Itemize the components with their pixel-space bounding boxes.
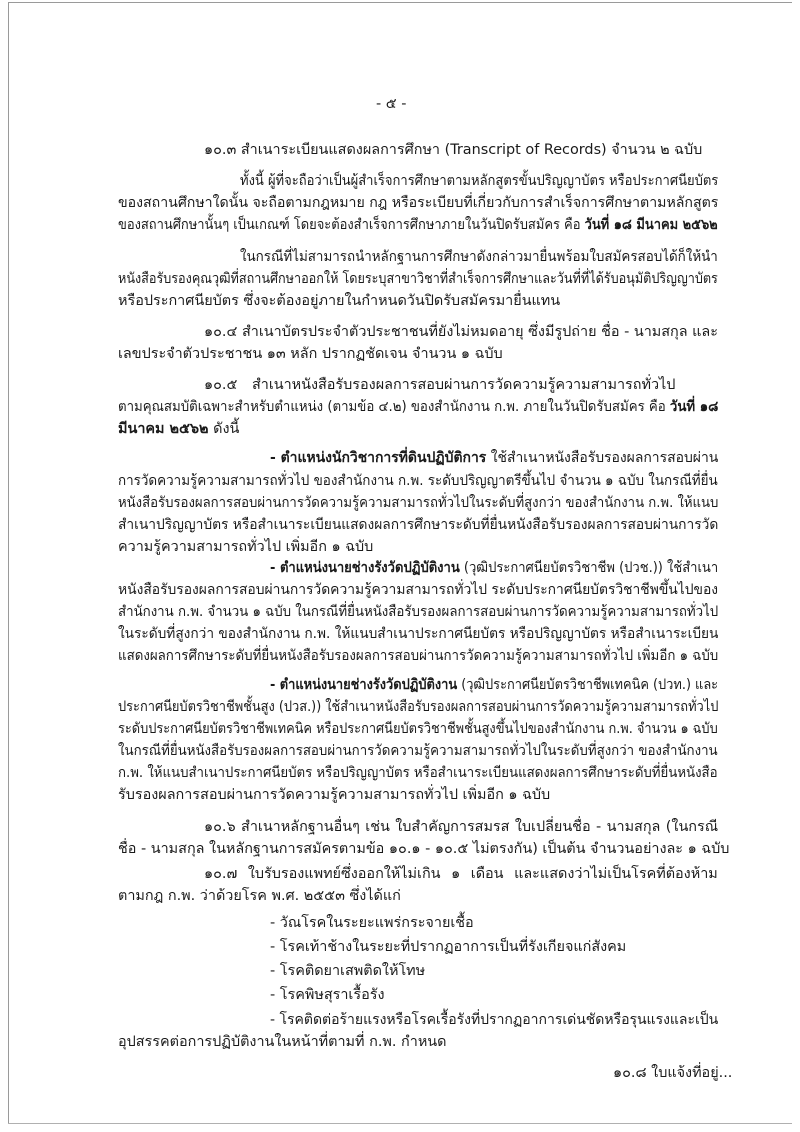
text-segment: ๑๐.๘ ใบแจ้งที่อยู่... bbox=[613, 1065, 733, 1081]
text-segment: (วุฒิประกาศนียบัตรวิชาชีพเทคนิค (ปวท.) และ bbox=[457, 677, 719, 693]
page-border-top bbox=[8, 2, 792, 3]
text-line bbox=[118, 291, 560, 311]
text-line bbox=[118, 719, 718, 739]
text-line bbox=[118, 697, 718, 717]
text-segment: ก.พ. ให้แนบสำเนาประกาศนียบัตร หรือปริญญาบัตร หรือสำเนาระเบียนแสดงผลการศึกษาระดับที่ยื่นหนังสือ bbox=[118, 765, 718, 781]
text-segment: ชื่อ - นามสกุล ในหลักฐานการสมัครตามข้อ ๑๐.๑ - ๑๐.๕ ไม่ตรงกัน) เป็นต้น จำนวนอย่างละ ๑ ฉบับ bbox=[118, 841, 730, 857]
text-segment: ๑๐.๓ สำเนาระเบียนแสดงผลการศึกษา (Transcript of Records) จำนวน ๒ ฉบับ bbox=[204, 142, 703, 158]
page-border-left bbox=[8, 2, 9, 1124]
text-line bbox=[270, 937, 626, 957]
text-line bbox=[118, 886, 401, 906]
text-line bbox=[613, 1063, 732, 1083]
text-line bbox=[118, 537, 373, 557]
text-segment: ระดับประกาศนียบัตรวิชาชีพเทคนิค หรือประกาศนียบัตรวิชาชีพชั้นสูงขึ้นไปของสำนักงาน ก.พ. จำนวน ๑ ฉบับ bbox=[118, 721, 718, 737]
text-line bbox=[118, 839, 729, 859]
text-segment: ใช้สำเนาหนังสือรับรองผลการสอบผ่าน bbox=[486, 450, 719, 466]
text-line bbox=[118, 646, 718, 666]
text-line bbox=[118, 397, 718, 417]
text-segment: การวัดความรู้ความสามารถทั่วไป ของสำนักงาน ก.พ. ระดับปริญญาตรีขึ้นไป จำนวน ๑ ฉบับ ในกรณีที่ยื่น bbox=[118, 473, 718, 489]
text-segment: แสดงผลการศึกษาระดับที่ยื่นหนังสือรับรองผลการสอบผ่านการวัดความรู้ความสามารถทั่วไป เพิ่มอีก ๑ ฉบับ bbox=[118, 648, 719, 664]
text-line bbox=[118, 493, 718, 513]
text-segment: (วุฒิประกาศนียบัตรวิชาชีพ (ปวช.)) ใช้สำเนา bbox=[459, 560, 719, 576]
text-line bbox=[204, 817, 718, 837]
text-segment: - โรคติดยาเสพติดให้โทษ bbox=[270, 963, 426, 979]
text-segment: ของสถานศึกษาใดนั้น จะถือตามกฎหมาย กฎ หรือระเบียบที่เกี่ยวกับการสำเร็จการศึกษาตามหลักสูตร bbox=[118, 195, 719, 211]
text-line bbox=[118, 419, 239, 439]
bold-text: มีนาคม ๒๕๖๒ bbox=[118, 421, 209, 437]
text-line bbox=[118, 193, 718, 213]
text-segment: - วัณโรคในระยะแพร่กระจายเชื้อ bbox=[270, 915, 474, 931]
text-line bbox=[270, 675, 718, 695]
text-line bbox=[270, 448, 718, 468]
text-line bbox=[270, 1010, 718, 1030]
bold-text: วันที่ ๑๘ bbox=[669, 399, 719, 415]
text-line bbox=[118, 344, 503, 364]
text-segment: ในกรณีที่ยื่นหนังสือรับรองผลการสอบผ่านการวัดความรู้ความสามารถทั่วไปในระดับที่สูงกว่า ของสำนักงาน bbox=[118, 743, 718, 759]
text-line bbox=[118, 580, 718, 600]
text-segment: ๑๐.๔ สำเนาบัตรประจำตัวประชาชนที่ยังไม่หมดอายุ ซึ่งมีรูปถ่าย ชื่อ - นามสกุล และ bbox=[204, 324, 718, 340]
text-segment: เลขประจำตัวประชาชน ๑๓ หลัก ปรากฏชัดเจน จำนวน ๑ ฉบับ bbox=[118, 346, 503, 362]
text-line bbox=[118, 471, 718, 491]
text-line bbox=[118, 1032, 447, 1052]
bold-text: - ตำแหน่งนักวิชาการที่ดินปฏิบัติการ bbox=[270, 450, 487, 466]
text-segment: ในกรณีที่ไม่สามารถนำหลักฐานการศึกษาดังกล่าวมายื่นพร้อมใบสมัครสอบได้ก็ให้นำ bbox=[240, 249, 718, 265]
text-line bbox=[240, 247, 718, 267]
text-segment: ในระดับที่สูงกว่า ของสำนักงาน ก.พ. ให้แนบสำเนาประกาศนียบัตร หรือปริญญาบัตร หรือสำเนาระเบียน bbox=[118, 626, 719, 642]
text-line bbox=[118, 624, 718, 644]
text-segment: ๑๐.๗ ใบรับรองแพทย์ซึ่งออกให้ไม่เกิน ๑ เดือน และแสดงว่าไม่เป็นโรคที่ต้องห้าม bbox=[204, 866, 718, 882]
text-segment: ทั้งนี้ ผู้ที่จะถือว่าเป็นผู้สำเร็จการศึกษาตามหลักสูตรขั้นปริญญาบัตร หรือประกาศนียบัตร bbox=[240, 173, 719, 189]
text-segment: ๑๐.๕ สำเนาหนังสือรับรองผลการสอบผ่านการวัดความรู้ความสามารถทั่วไป bbox=[204, 377, 676, 393]
text-line bbox=[204, 864, 718, 884]
text-line bbox=[270, 961, 425, 981]
text-segment: - โรคเท้าช้างในระยะที่ปรากฏอาการเป็นที่รังเกียจแก่สังคม bbox=[270, 939, 627, 955]
text-line bbox=[118, 785, 550, 805]
text-segment: - โรคติดต่อร้ายแรงหรือโรคเรื้อรังที่ปรากฏอาการเด่นชัดหรือรุนแรงและเป็น bbox=[270, 1012, 719, 1028]
text-segment: ประกาศนียบัตรวิชาชีพชั้นสูง (ปวส.)) ใช้สำเนาหนังสือรับรองผลการสอบผ่านการวัดความรู้ความสามารถทั่วไป bbox=[118, 699, 719, 715]
text-segment: ดังนี้ bbox=[208, 421, 240, 437]
bold-text: วันที่ ๑๘ มีนาคม ๒๕๖๒ bbox=[584, 217, 718, 233]
text-line bbox=[240, 171, 718, 191]
bold-text: - ตำแหน่งนายช่างรังวัดปฏิบัติงาน bbox=[270, 560, 460, 576]
text-segment: หนังสือรับรองผลการสอบผ่านการวัดความรู้ความสามารถทั่วไปในระดับที่สูงกว่า ของสำนักงาน ก.พ. ให้แนบ bbox=[118, 495, 719, 511]
text-segment: สำเนาปริญญาบัตร หรือสำเนาระเบียนแสดงผลการศึกษาระดับที่ยื่นหนังสือรับรองผลการสอบผ่านการวัด bbox=[118, 517, 719, 533]
text-line bbox=[118, 215, 718, 235]
text-line bbox=[204, 375, 675, 395]
text-segment: หรือประกาศนียบัตร ซึ่งจะต้องอยู่ภายในกำหนดวันปิดรับสมัครมายื่นแทน bbox=[118, 293, 561, 309]
text-segment: - โรคพิษสุราเรื้อรัง bbox=[270, 987, 385, 1003]
text-line bbox=[118, 269, 718, 289]
text-line bbox=[270, 985, 384, 1005]
text-segment: ของสถานศึกษานั้นๆ เป็นเกณฑ์ โดยจะต้องสำเร็จการศึกษาภายในวันปิดรับสมัคร คือ bbox=[118, 217, 585, 233]
text-line bbox=[270, 558, 718, 578]
text-segment: รับรองผลการสอบผ่านการวัดความรู้ความสามารถทั่วไป เพิ่มอีก ๑ ฉบับ bbox=[118, 787, 551, 803]
text-line bbox=[118, 763, 718, 783]
page-number: - ๕ - bbox=[376, 96, 407, 112]
text-segment: ๑๐.๖ สำเนาหลักฐานอื่นๆ เช่น ใบสำคัญการสมรส ใบเปลี่ยนชื่อ - นามสกุล (ในกรณี bbox=[204, 819, 719, 835]
text-segment: ความรู้ความสามารถทั่วไป เพิ่มอีก ๑ ฉบับ bbox=[118, 539, 374, 555]
text-segment: ตามกฎ ก.พ. ว่าด้วยโรค พ.ศ. ๒๕๕๓ ซึ่งได้แก่ bbox=[118, 888, 401, 904]
bold-text: - ตำแหน่งนายช่างรังวัดปฏิบัติงาน bbox=[270, 677, 458, 693]
text-segment: อุปสรรคต่อการปฏิบัติงานในหน้าที่ตามที่ ก.พ. กำหนด bbox=[118, 1034, 447, 1050]
text-line bbox=[204, 140, 702, 160]
text-line bbox=[118, 515, 718, 535]
text-segment: หนังสือรับรองผลการสอบผ่านการวัดความรู้ความสามารถทั่วไป ระดับประกาศนียบัตรวิชาชีพขึ้นไปของ bbox=[118, 582, 719, 598]
text-segment: ตามคุณสมบัติเฉพาะสำหรับตำแหน่ง (ตามข้อ ๔.๒) ของสำนักงาน ก.พ. ภายในวันปิดรับสมัคร คือ bbox=[118, 399, 670, 415]
page-border-bottom bbox=[8, 1123, 792, 1124]
text-line bbox=[270, 913, 474, 933]
text-line bbox=[204, 322, 718, 342]
text-line bbox=[118, 741, 718, 761]
text-segment: หนังสือรับรองคุณวุฒิที่สถานศึกษาออกให้ โดยระบุสาขาวิชาที่สำเร็จการศึกษาและวันที่ที่ได้รับอนุมัติปริญญาบัตร bbox=[118, 271, 718, 287]
text-line bbox=[118, 602, 718, 622]
text-segment: สำนักงาน ก.พ. จำนวน ๑ ฉบับ ในกรณีที่ยื่นหนังสือรับรองผลการสอบผ่านการวัดความรู้ความสามารถทั่วไป bbox=[118, 604, 719, 620]
